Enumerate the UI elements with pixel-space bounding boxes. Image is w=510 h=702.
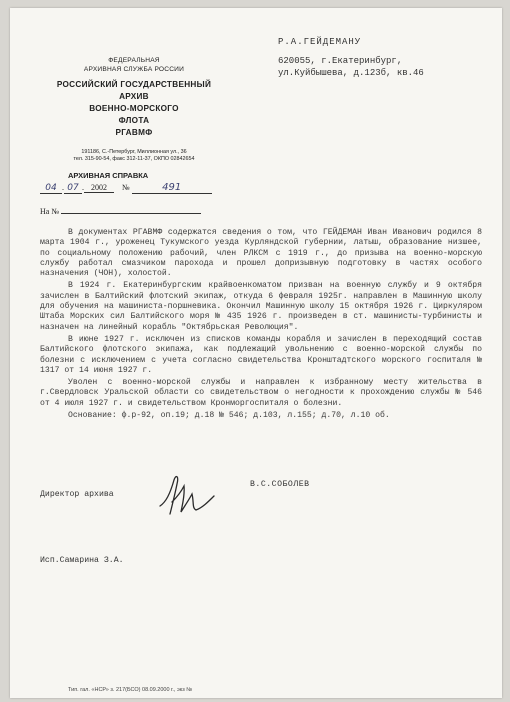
archive-abbreviation: РГАВМФ <box>115 128 153 137</box>
body-paragraph: Уволен с военно-морской службы и направлен к избранному месту жительства в г.Свердловск Уральской области со свидетельством о негодности к прохождению службы № 546 от 4 июля 1927 г. и свидетельством Кронморгоспиталя о болезни. <box>40 378 482 408</box>
recipient-block <box>278 36 424 79</box>
certificate-title: АРХИВНАЯ СПРАВКА <box>68 171 149 180</box>
archive-address <box>34 149 234 163</box>
archive-name-line-4: ФЛОТА <box>118 116 150 125</box>
body-paragraph: В документах РГАВМФ содержатся сведения о том, что ГЕЙДЕМАН Иван Иванович родился 8 марта 1904 г., уроженец Тукумского уезда Курляндской губернии, латыш, образование низшее, по социальному положению рабочий, член РЛКСМ с 1919 г., до призыва на военно-морскую службу работал смазчиком парохода и прошел допризывную подготовку в частях особого назначения (ЧОН), холостой. <box>40 228 482 279</box>
date-year: 2002 <box>84 183 114 193</box>
agency-line-2: АРХИВНАЯ СЛУЖБА РОССИИ <box>83 66 185 73</box>
reference-blank <box>61 204 201 214</box>
signature-block <box>40 480 480 540</box>
archive-header <box>34 56 234 139</box>
director-title: Директор архива <box>40 490 114 499</box>
body-paragraph: В 1924 г. Екатеринбургским крайвоенкоматом призван на военную службу и 9 октября зачислен в Балтийский флотский экипаж, откуда 6 февраля 1925г. направлен в Машинную школу для обучения на машиниста-поршневика. Окончил Машинную школу 15 октября 1926 г. Циркуляром Штаба Морских сил Балтийского моря № 435 1926 г. произведен в ст. машинисты-турбинисты и назначен на линейный корабль "Октябрьская Революция". <box>40 281 482 332</box>
handwritten-signature <box>152 472 222 522</box>
basis-line: Основание: ф.р-92, оп.19; д.18 № 546; д.103, л.155; д.70, л.10 об. <box>68 411 390 421</box>
certificate-date-line: 04 . 07 . 2002 № 491 <box>40 182 212 194</box>
date-day: 04 <box>40 183 62 194</box>
print-footer: Тип. гал. «НСР» з. 217(БСО) 08.09.2000 г., экз № <box>68 687 193 693</box>
certificate-number: 491 <box>132 182 212 194</box>
signer-name: В.С.СОБОЛЕВ <box>250 480 310 489</box>
document-page <box>10 8 502 698</box>
reference-label: На № <box>40 207 59 216</box>
archive-address-line-1: 191186, С.-Петербург, Миллионная ул., 36 <box>81 149 187 155</box>
body-paragraph: В июне 1927 г. исключен из списков команды корабля и зачислен в переходящий состав Балтийского флотского экипажа, как подлежащий увольнению с военно-морской службы по болезни с исключением с учета согласно свидетельства Кронштадтского морского госпиталя № 1317 от 14 июня 1927 г. <box>40 334 482 375</box>
reference-line <box>40 204 201 216</box>
number-label: № <box>122 183 130 192</box>
recipient-address-line-1: 620055, г.Екатеринбург, <box>278 56 403 66</box>
archive-name-line-1: РОССИЙСКИЙ ГОСУДАРСТВЕННЫЙ <box>56 80 212 89</box>
archive-name-line-2: АРХИВ <box>119 92 149 101</box>
archive-name-line-3: ВОЕННО-МОРСКОГО <box>89 104 179 113</box>
recipient-name: Р.А.ГЕЙДЕМАНУ <box>278 37 362 47</box>
executor-line: Исп.Самарина З.А. <box>40 556 124 565</box>
agency-line-1: ФЕДЕРАЛЬНАЯ <box>108 57 160 64</box>
date-month: 07 <box>64 183 82 194</box>
archive-address-line-2: тел. 315-90-54, факс 312-11-37, ОКПО 02842654 <box>73 156 195 162</box>
recipient-address-line-2: ул.Куйбышева, д.123б, кв.46 <box>278 68 424 78</box>
certificate-body <box>40 228 482 423</box>
